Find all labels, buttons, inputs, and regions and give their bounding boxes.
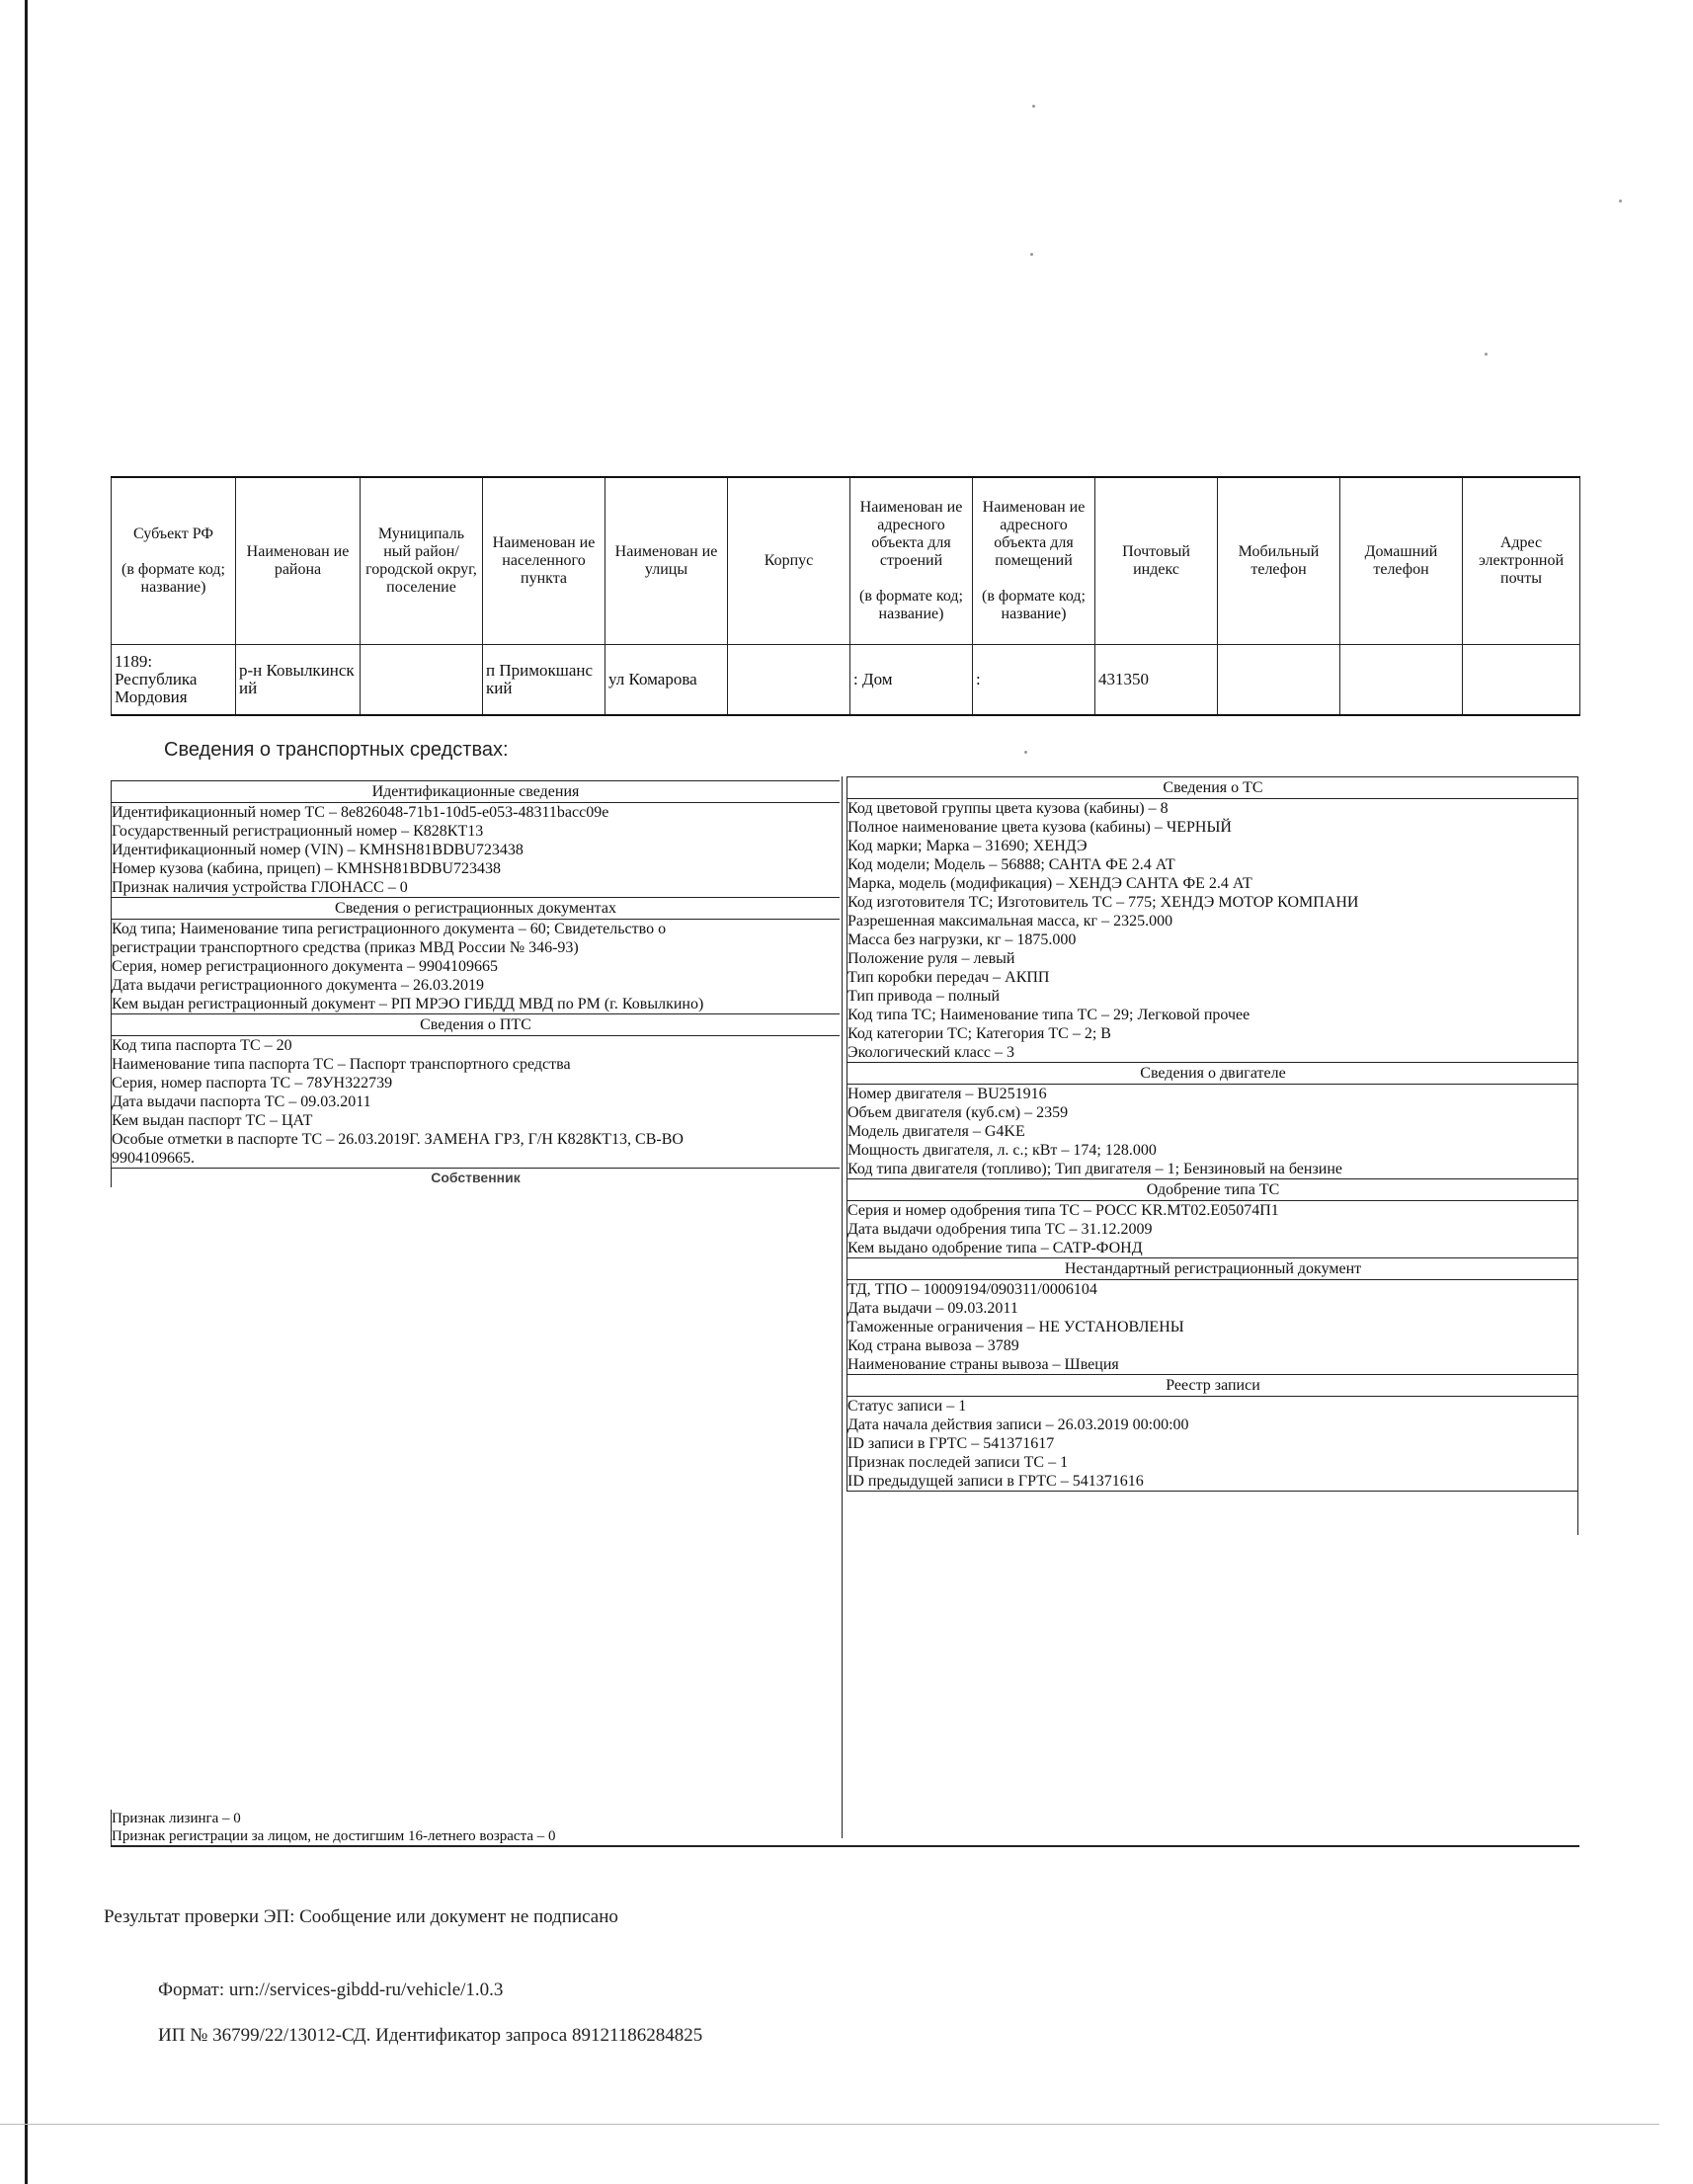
- info-line: ТД, ТПО – 10009194/090311/0006104: [847, 1281, 1097, 1298]
- registry-block: [847, 1397, 1578, 1492]
- info-line: Полное наименование цвета кузова (кабины) – ЧЕРНЫЙ: [847, 819, 1232, 836]
- info-line: Код изготовителя ТС; Изготовитель ТС – 775; ХЕНДЭ МОТОР КОМПАНИ: [847, 894, 1359, 911]
- right-column: [846, 776, 1578, 1492]
- info-line: Номер кузова (кабина, прицеп) – KMHSH81BDBU723438: [112, 860, 501, 877]
- format-text: Формат: urn://services-gibdd-ru/vehicle/1.0.3: [158, 1980, 504, 2000]
- info-line: Код цветовой группы цвета кузова (кабины) – 8: [847, 800, 1169, 817]
- request-id-text: ИП № 36799/22/13012-СД. Идентификатор запроса 89121186284825: [158, 2025, 703, 2046]
- nonstd-block: [847, 1280, 1578, 1375]
- address-value-cell-7: :: [973, 645, 1095, 716]
- address-header-cell-7: Наименован ие адресного объекта для помещений (в формате код; название): [973, 477, 1095, 645]
- info-line: Наименование страны вывоза – Швеция: [847, 1356, 1119, 1373]
- address-value-cell-2: [361, 645, 483, 716]
- info-line: Наименование типа паспорта ТС – Паспорт транспортного средства: [112, 1056, 571, 1073]
- address-value-cell-4: ул Комарова: [605, 645, 728, 716]
- address-header-cell-9: Мобильный телефон: [1218, 477, 1340, 645]
- scan-speck: [1485, 353, 1488, 356]
- info-line: Государственный регистрационный номер – К828КТ13: [112, 823, 484, 840]
- approval-title: Одобрение типа ТС: [847, 1179, 1578, 1201]
- address-value-cell-0: 1189: Республика Мордовия: [112, 645, 236, 716]
- nonstd-title: Нестандартный регистрационный документ: [847, 1258, 1578, 1280]
- scan-speck: [1032, 105, 1035, 108]
- signature-check-text: Результат проверки ЭП: Сообщение или документ не подписано: [104, 1906, 618, 1927]
- info-line: Код марки; Марка – 31690; ХЕНДЭ: [847, 838, 1088, 854]
- info-line: Дата выдачи – 09.03.2011: [847, 1300, 1018, 1317]
- info-line: Особые отметки в паспорте ТС – 26.03.2019Г. ЗАМЕНА ГРЗ, Г/Н К828КТ13, СВ-ВО: [112, 1131, 684, 1148]
- scan-left-edge: [25, 0, 28, 2184]
- info-line: Код типа ТС; Наименование типа ТС – 29; Легковой прочее: [847, 1007, 1250, 1023]
- engine-title: Сведения о двигателе: [847, 1063, 1578, 1085]
- info-line: Разрешенная максимальная масса, кг – 2325.000: [847, 913, 1173, 930]
- address-value-cell-8: 431350: [1095, 645, 1218, 716]
- info-line: Дата выдачи регистрационного документа – 26.03.2019: [112, 977, 484, 994]
- info-line: Мощность двигателя, л. с.; кВт – 174; 128.000: [847, 1142, 1157, 1159]
- address-header-cell-6: Наименован ие адресного объекта для строений (в формате код; название): [850, 477, 973, 645]
- info-line: Идентификационный номер (VIN) – KMHSH81BDBU723438: [112, 842, 524, 858]
- owner-bottom-block: [111, 1810, 843, 1845]
- info-line: Кем выдан паспорт ТС – ЦАТ: [112, 1112, 313, 1129]
- ts-title: Сведения о ТС: [847, 776, 1578, 799]
- info-line: Код типа; Наименование типа регистрационного документа – 60; Свидетельство о: [112, 921, 667, 937]
- scan-speck: [1030, 253, 1033, 256]
- address-header-cell-0: Субъект РФ (в формате код; название): [112, 477, 236, 645]
- address-header-cell-10: Домашний телефон: [1340, 477, 1463, 645]
- info-line: Номер двигателя – BU251916: [847, 1086, 1047, 1102]
- info-line: Тип привода – полный: [847, 988, 1001, 1005]
- address-header-cell-4: Наименован ие улицы: [605, 477, 728, 645]
- vehicle-section-heading: Сведения о транспортных средствах:: [164, 739, 509, 761]
- info-line: Код категории ТС; Категория ТС – 2; В: [847, 1025, 1111, 1042]
- scan-bottom-line: [0, 2124, 1659, 2125]
- info-line: Дата начала действия записи – 26.03.2019 00:00:00: [847, 1416, 1189, 1433]
- address-header-cell-8: Почтовый индекс: [1095, 477, 1218, 645]
- info-line: Кем выдан регистрационный документ – РП МРЭО ГИБДД МВД по РМ (г. Ковылкино): [112, 996, 704, 1012]
- info-line: Код модели; Модель – 56888; САНТА ФЕ 2.4 АТ: [847, 856, 1175, 873]
- scan-speck: [1024, 751, 1027, 754]
- address-header-cell-3: Наименован ие населенного пункта: [483, 477, 605, 645]
- info-line: Признак лизинга – 0: [112, 1811, 241, 1826]
- reg-docs-block: [112, 920, 840, 1014]
- address-value-cell-6: : Дом: [850, 645, 973, 716]
- info-line: Масса без нагрузки, кг – 1875.000: [847, 931, 1077, 948]
- info-line: Серия и номер одобрения типа ТС – РОСС KR.MT02.E05074П1: [847, 1202, 1279, 1219]
- address-value-cell-9: [1218, 645, 1340, 716]
- registry-title: Реестр записи: [847, 1375, 1578, 1397]
- pts-title: Сведения о ПТС: [112, 1014, 840, 1036]
- info-line: Серия, номер паспорта ТС – 78УН322739: [112, 1075, 393, 1092]
- info-line: Положение руля – левый: [847, 950, 1015, 967]
- info-line: Идентификационный номер ТС – 8e826048-71b1-10d5-e053-48311bacc09e: [112, 804, 609, 821]
- info-line: Дата выдачи паспорта ТС – 09.03.2011: [112, 1093, 371, 1110]
- info-line: Код типа двигателя (топливо); Тип двигателя – 1; Бензиновый на бензине: [847, 1161, 1343, 1177]
- address-table: [111, 476, 1580, 716]
- info-line: ID записи в ГРТС – 541371617: [847, 1435, 1055, 1452]
- info-line: Таможенные ограничения – НЕ УСТАНОВЛЕНЫ: [847, 1319, 1184, 1335]
- info-line: ID предыдущей записи в ГРТС – 541371616: [847, 1473, 1144, 1490]
- owner-title: Собственник: [431, 1170, 521, 1185]
- left-column: [111, 780, 840, 1187]
- info-line: Статус записи – 1: [847, 1398, 967, 1415]
- address-header-cell-11: Адрес электронной почты: [1463, 477, 1580, 645]
- address-header-cell-1: Наименован ие района: [236, 477, 361, 645]
- info-line: регистрации транспортного средства (приказ МВД России № 346-93): [112, 939, 579, 956]
- scan-speck: [1619, 200, 1622, 202]
- address-value-cell-5: [728, 645, 850, 716]
- info-line: 9904109665.: [112, 1150, 195, 1167]
- ident-title: Идентификационные сведения: [112, 780, 840, 803]
- ident-block: [112, 803, 840, 898]
- address-header-cell-2: Муниципаль ный район/ городской округ, поселение: [361, 477, 483, 645]
- info-line: Код страна вывоза – 3789: [847, 1337, 1019, 1354]
- table-bottom-line: [111, 1845, 1579, 1847]
- reg-docs-title: Сведения о регистрационных документах: [112, 898, 840, 920]
- info-line: Марка, модель (модификация) – ХЕНДЭ САНТА ФЕ 2.4 АТ: [847, 875, 1252, 892]
- info-line: Код типа паспорта ТС – 20: [112, 1037, 292, 1054]
- info-line: Объем двигателя (куб.см) – 2359: [847, 1104, 1069, 1121]
- pts-block: [112, 1036, 840, 1169]
- info-line: Тип коробки передач – АКПП: [847, 969, 1050, 986]
- info-line: Признак наличия устройства ГЛОНАСС – 0: [112, 879, 408, 896]
- info-line: Модель двигателя – G4KE: [847, 1123, 1025, 1140]
- info-line: Дата выдачи одобрения типа ТС – 31.12.2009: [847, 1221, 1153, 1238]
- ts-block: [847, 799, 1578, 1063]
- address-value-cell-11: [1463, 645, 1580, 716]
- column-divider: [842, 776, 843, 1838]
- info-line: Экологический класс – 3: [847, 1044, 1015, 1061]
- engine-block: [847, 1085, 1578, 1179]
- approval-block: [847, 1201, 1578, 1258]
- address-value-cell-3: п Примокшанс кий: [483, 645, 605, 716]
- info-line: Серия, номер регистрационного документа – 9904109665: [112, 958, 498, 975]
- info-line: Признак последей записи ТС – 1: [847, 1454, 1069, 1471]
- address-value-cell-1: р-н Ковылкинск ий: [236, 645, 361, 716]
- info-line: Признак регистрации за лицом, не достигшим 16-летнего возраста – 0: [112, 1828, 556, 1844]
- info-line: Кем выдано одобрение типа – САТР-ФОНД: [847, 1240, 1143, 1256]
- address-value-cell-10: [1340, 645, 1463, 716]
- address-header-cell-5: Корпус: [728, 477, 850, 645]
